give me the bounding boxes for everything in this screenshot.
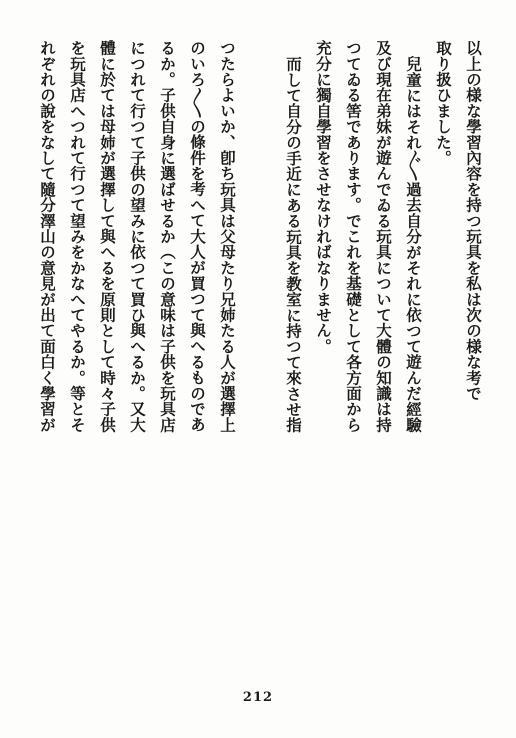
- text-column-block-left: [28, 40, 242, 680]
- text-column-block-right: [274, 40, 488, 680]
- text-line: を玩具店へつれて行つて望みをかなへてやるか。等とそ: [68, 40, 87, 433]
- text-line: 及び現在弟妹が遊んでゐる玩具について大體の知識は持: [374, 40, 393, 433]
- text-line: 而して自分の手近にある玩具を教室に持つて來させ指: [284, 55, 303, 433]
- text-line: つてゐる筈であります。でこれを基礎として各方面から: [344, 40, 363, 433]
- text-line: 充分に獨自學習をさせなければなりません。: [314, 40, 333, 354]
- text-line: [28, 40, 32, 680]
- text-line: つたらよいか、卽ち玩具は父母たり兄姉たる人が選擇上: [218, 40, 237, 433]
- text-line: るか。子供自身に選ばせるか（この意味は子供を玩具店: [158, 40, 177, 433]
- text-line: れぞれの說をなして隨分澤山の意見が出て面白く學習が: [38, 40, 57, 433]
- page-number: 212: [242, 690, 274, 705]
- text-line: 兒童にはそれ〴〵過去自分がそれに依つて遊んだ經驗: [404, 55, 423, 433]
- text-line: 取り扱ひました。: [434, 40, 453, 166]
- text-line: につれて行つて子供の望みに依つて買ひ與へるか。又大: [128, 40, 147, 433]
- text-line: のいろ〳〵の條件を考へて大人が買つて與へるものであ: [188, 40, 207, 433]
- text-line: 體に於ては母姉が選擇して與へるを原則として時々子供: [98, 40, 117, 433]
- text-line: 以上の様な學習內容を持つ玩具を私は次の様な考で: [464, 40, 483, 402]
- text-line: [274, 40, 278, 680]
